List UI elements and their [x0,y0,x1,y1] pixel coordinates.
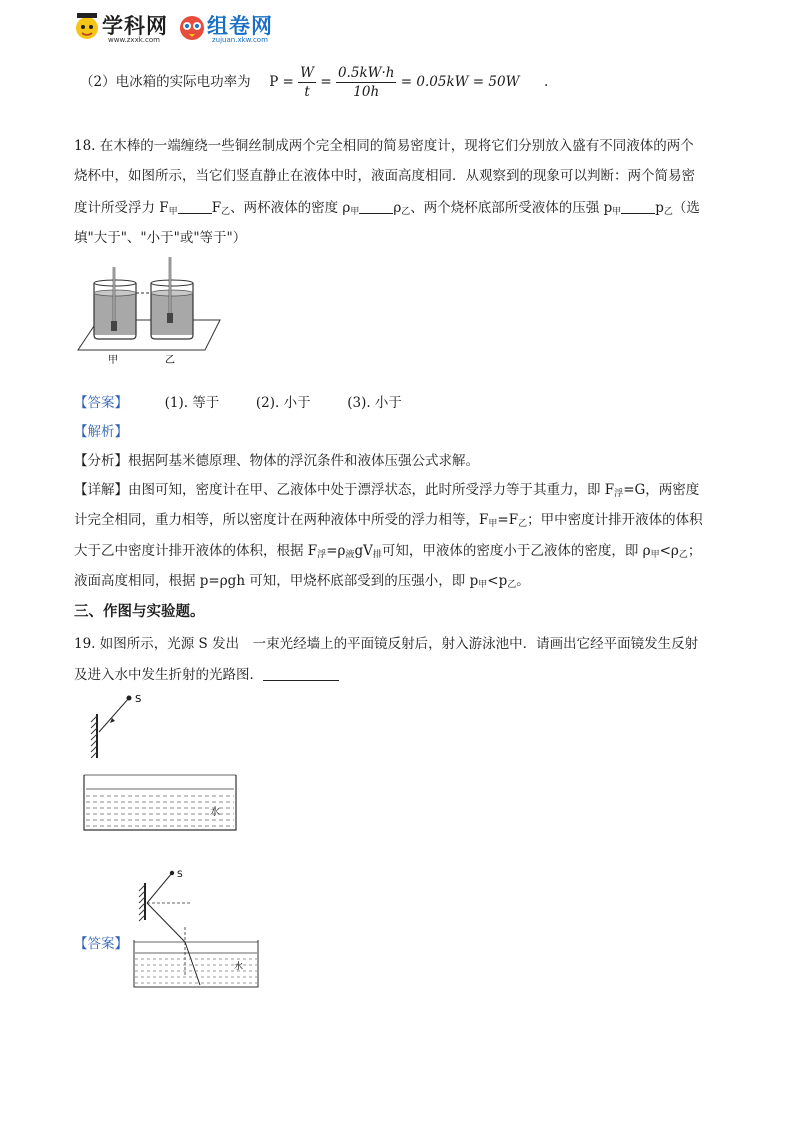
fenxi-text: 根据阿基米德原理、物体的浮沉条件和液体压强公式求解。 [128,453,479,469]
subscript: 乙 [221,207,231,217]
q18-line2: 烧杯中，如图所示，当它们竖直静止在液体中时，液面高度相同．从观察到的现象可以判断：两个简易密 [74,168,695,184]
mascot-icon [72,10,102,44]
text: =G，两密度 [623,482,700,498]
page-header [72,8,292,48]
q18-beakers-figure [70,255,230,375]
answer-3: (3). 小于 [347,395,402,411]
fraction-w-over-t [298,64,316,101]
q19-line2 [74,665,339,685]
ans-water-label: 水 [234,962,244,972]
text: （选 [672,200,700,216]
subscript: 排 [372,550,382,560]
subscript: 乙 [401,207,411,217]
subscript: 甲 [650,550,660,560]
detail-tag: 【详解】 [74,482,128,498]
subscript: 甲 [350,207,360,217]
q18-answer-row [74,393,402,413]
formula-label: （2）电冰箱的实际电功率为 [80,74,251,90]
owl-icon [177,10,207,44]
text: =F [497,512,519,528]
subscript: 甲 [488,519,498,529]
q18-line4: 填"大于"、"小于"或"等于"） [74,230,247,246]
jiexi-tag: 【解析】 [74,424,128,440]
text: ；甲中密度计排开液体的体积 [527,512,703,528]
subscript: 乙 [678,550,688,560]
text: <ρ [659,543,679,559]
formula-period: . [544,74,549,90]
detail-line3 [74,541,701,565]
text: p [655,200,664,216]
fraction-num: 0.5kW·h [337,65,395,81]
fig-water-label: 水 [210,807,220,818]
text: 可知，甲液体的密度小于乙液体的密度，即 ρ [381,543,651,559]
subscript: 乙 [663,207,673,217]
ans-source-label: S [177,870,183,880]
fenxi-row [74,451,479,471]
text: ρ [393,200,402,216]
text: 大于乙中密度计排开液体的体积，根据 F [74,543,318,559]
q19-mirror-pool-figure [80,690,250,835]
text: 液面高度相同，根据 p=ρgh 可知，甲烧杯底部受到的压强小，即 p [74,573,479,589]
logo-zujuanwang: 组卷网 [207,14,273,38]
fig-label-yi: 乙 [165,355,175,366]
text: 、两个烧杯底部所受液体的压强 p [410,200,613,216]
text: gV [354,543,373,559]
fenxi-tag: 【分析】 [74,453,128,469]
q19-answer-tag: 【答案】 [74,936,128,952]
text: 度计所受浮力 F [74,200,169,216]
detail-line1 [74,480,699,504]
subscript: 乙 [518,519,528,529]
subscript: 甲 [168,207,178,217]
fraction-den: 10h [353,84,380,100]
answer-2: (2). 小于 [255,395,311,411]
section-title: 三、作图与实验题。 [74,604,205,620]
fraction-num: W [300,65,315,81]
q18-line1: 18. 在木棒的一端缠绕一些铜丝制成两个完全相同的简易密度计，现将它们分别放入盛有不同液体的两个 [74,138,694,154]
blank-pressure[interactable] [621,199,655,214]
answer-tag: 【答案】 [74,395,128,411]
detail-line2 [74,510,703,534]
logo-xuekewang-url: www.zxxk.com [108,36,160,44]
subscript: 乙 [507,580,517,590]
formula-p: P = [269,74,294,90]
logo-zujuanwang-url: zujuan.xkw.com [212,36,268,44]
subscript: 甲 [478,580,488,590]
subscript: 液 [345,550,355,560]
text: 由图可知，密度计在甲、乙液体中处于漂浮状态，此时所受浮力等于其重力，即 F [128,482,615,498]
text: 计完全相同，重力相等，所以密度计在两种液体中所受的浮力相等，F [74,512,489,528]
text: 。 [516,573,530,589]
subscript: 浮 [317,550,327,560]
subscript: 甲 [612,207,622,217]
subscript: 浮 [614,489,624,499]
blank-q19[interactable] [263,666,339,681]
text: =ρ [326,543,346,559]
q18-line3 [74,198,700,222]
text: F [211,200,222,216]
answer-1: (1). 等于 [164,395,220,411]
q17-power-formula [80,62,548,102]
fig-label-jia: 甲 [108,355,118,366]
text: 及进入水中发生折射的光路图． [74,667,263,683]
q19-line1: 19. 如图所示，光源 S 发出 一束光经墙上的平面镜反射后，射入游泳池中．请画出它经平面镜发生反射 [74,636,699,652]
text: ； [687,543,702,559]
blank-buoyancy[interactable] [178,199,212,214]
formula-result: = 0.05kW = 50W [400,74,520,90]
text: <p [487,573,508,589]
fraction-kwh-over-h [336,64,397,101]
text: 、两杯液体的密度 ρ [230,200,351,216]
detail-line4 [74,571,530,595]
logo-xuekewang: 学科网 [102,14,168,38]
fig-source-label: S [135,694,142,705]
blank-density[interactable] [359,199,393,214]
formula-eq: = [320,74,332,90]
q19-answer-figure [130,865,270,995]
fraction-den: t [304,84,310,100]
